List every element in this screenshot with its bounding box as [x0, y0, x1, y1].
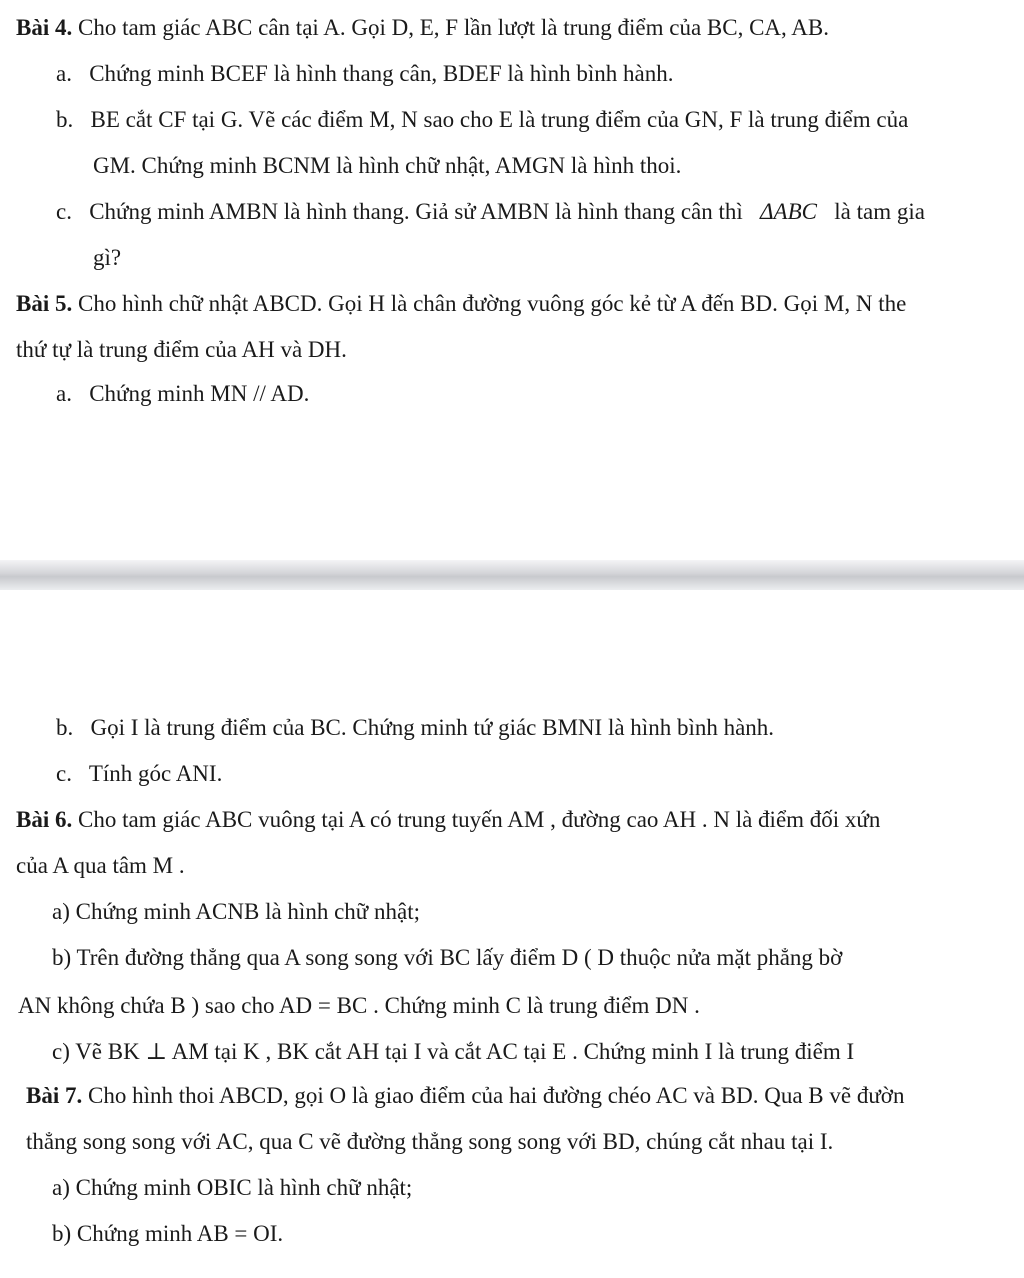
- bai5-item-c: [56, 760, 222, 788]
- bai5-a-text: Chứng minh MN // AD.: [89, 381, 310, 406]
- bai4-c-text-2: gì?: [93, 245, 122, 270]
- bai4-b-text-2: GM. Chứng minh BCNM là hình chữ nhật, AMGN là hình thoi.: [93, 153, 682, 178]
- bai7-intro-2: thẳng song song với AC, qua C vẽ đường thẳng song song với BD, chúng cắt nhau tại I.: [26, 1129, 834, 1154]
- bai5-a-marker: a.: [56, 381, 72, 406]
- bai4-a-text: Chứng minh BCEF là hình thang cân, BDEF là hình bình hành.: [89, 61, 674, 86]
- bai4-item-b: [56, 106, 908, 134]
- bai4-heading: [16, 14, 829, 42]
- bai7-a-text: a) Chứng minh OBIC là hình chữ nhật;: [52, 1175, 413, 1200]
- bai4-c-marker: c.: [56, 199, 72, 224]
- bai4-item-a: [56, 60, 673, 88]
- bai4-c-text-1b: là tam gia: [834, 199, 925, 224]
- bai7-title: Bài 7.: [26, 1083, 83, 1108]
- bai4-b-text-1: BE cắt CF tại G. Vẽ các điểm M, N sao cho E là trung điểm của GN, F là trung điểm của: [90, 107, 909, 132]
- bai6-b-text-1: b) Trên đường thẳng qua A song song với BC lấy điểm D ( D thuộc nửa mặt phẳng bờ: [52, 945, 843, 970]
- bai6-intro-2: của A qua tâm M .: [16, 853, 185, 878]
- bai6-title: Bài 6.: [16, 807, 73, 832]
- bai5-c-text: Tính góc ANI.: [88, 761, 223, 786]
- bai6-a-text: a) Chứng minh ACNB là hình chữ nhật;: [52, 899, 420, 924]
- bai5-c-marker: c.: [56, 761, 72, 786]
- bai7-intro-1: Cho hình thoi ABCD, gọi O là giao điểm của hai đường chéo AC và BD. Qua B vẽ đườn: [87, 1083, 905, 1108]
- bai7-b-text: b) Chứng minh AB = OI.: [52, 1221, 284, 1246]
- bai6-heading: [16, 806, 880, 834]
- bai7-heading: [26, 1082, 904, 1110]
- bai5-intro-2: thứ tự là trung điểm của AH và DH.: [16, 337, 347, 362]
- bai4-title: Bài 4.: [16, 15, 73, 40]
- bai4-a-marker: a.: [56, 61, 72, 86]
- bai4-c-text-1a: Chứng minh AMBN là hình thang. Giả sử AMBN là hình thang cân thì: [89, 199, 743, 224]
- bai4-item-c: [56, 198, 925, 226]
- bai5-title: Bài 5.: [16, 291, 73, 316]
- bai5-item-a: [56, 380, 309, 408]
- bai5-intro-1: Cho hình chữ nhật ABCD. Gọi H là chân đường vuông góc kẻ từ A đến BD. Gọi M, N the: [77, 291, 907, 316]
- bai6-intro-1: Cho tam giác ABC vuông tại A có trung tuyến AM , đường cao AH . N là điểm đối xứn: [77, 807, 881, 832]
- bai4-intro: Cho tam giác ABC cân tại A. Gọi D, E, F lần lượt là trung điểm của BC, CA, AB.: [77, 15, 829, 40]
- bai6-b-text-2: AN không chứa B ) sao cho AD = BC . Chứng minh C là trung điểm DN .: [18, 993, 700, 1018]
- bai5-b-marker: b.: [56, 715, 74, 740]
- bai4-c-triangle: ΔABC: [760, 199, 817, 224]
- bai5-b-text: Gọi I là trung điểm của BC. Chứng minh tứ giác BMNI là hình bình hành.: [90, 715, 775, 740]
- bai5-item-b: [56, 714, 774, 742]
- bai5-heading: [16, 290, 906, 318]
- bai4-b-marker: b.: [56, 107, 74, 132]
- page-gap-divider: [0, 560, 1024, 590]
- bai6-c-text: c) Vẽ BK ⊥ AM tại K , BK cắt AH tại I và cắt AC tại E . Chứng minh I là trung điểm I: [52, 1039, 855, 1064]
